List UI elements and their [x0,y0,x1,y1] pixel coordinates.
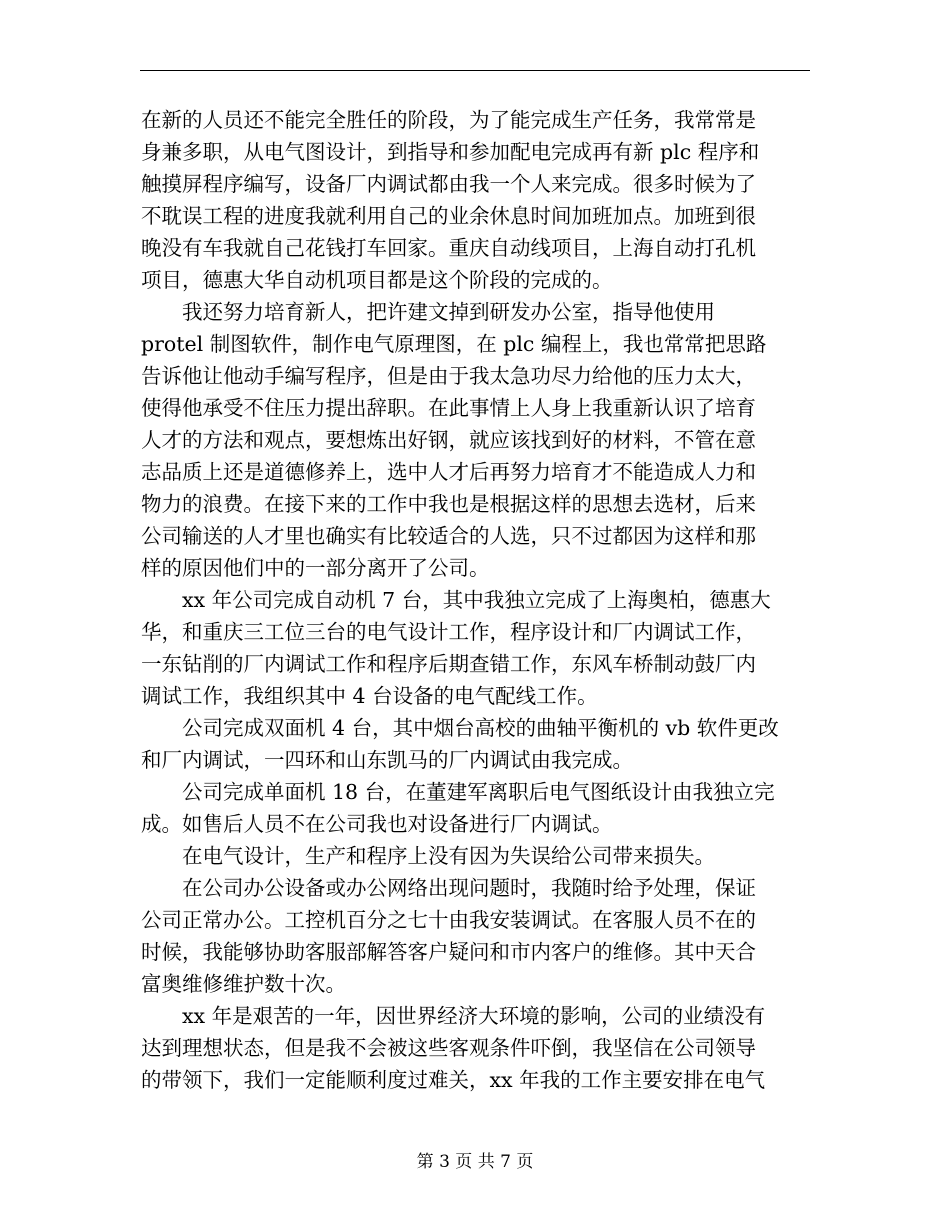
text-line: 在新的人员还不能完全胜任的阶段，为了能完成生产任务，我常常是 [141,108,756,132]
header-rule [140,70,810,71]
paragraph-first-line: 我还努力培育新人，把许建文掉到研发办公室，指导他使用 [182,300,715,324]
text-line: 达到理想状态，但是我不会被这些客观条件吓倒，我坚信在公司领导 [141,1036,756,1060]
text-line: 使得他承受不住压力提出辞职。在此事情上人身上我重新认识了培育 [141,396,756,420]
text-line: 项目，德惠大华自动机项目都是这个阶段的完成的。 [141,268,613,292]
paragraph-first-line: xx 年是艰苦的一年，因世界经济大环境的影响，公司的业绩没有 [182,1004,766,1028]
paragraph-first-line: 公司完成单面机 18 台，在董建军离职后电气图纸设计由我独立完 [182,780,775,804]
text-line: 成。如售后人员不在公司我也对设备进行厂内调试。 [141,812,613,836]
paragraph-first-line: 公司完成双面机 4 台，其中烟台高校的曲轴平衡机的 vb 软件更改 [182,716,779,740]
text-line: 样的原因他们中的一部分离开了公司。 [141,556,490,580]
paragraph-first-line: xx 年公司完成自动机 7 台，其中我独立完成了上海奥柏，德惠大 [182,588,771,612]
document-body [141,104,806,1096]
text-line: 不耽误工程的进度我就利用自己的业余休息时间加班加点。加班到很 [141,204,756,228]
text-line: 物力的浪费。在接下来的工作中我也是根据这样的思想去选材，后来 [141,492,756,516]
text-line: 富奥维修维护数十次。 [141,972,346,996]
text-line: 时候，我能够协助客服部解答客户疑问和市内客户的维修。其中天合 [141,940,756,964]
text-line: 晚没有车我就自己花钱打车回家。重庆自动线项目，上海自动打孔机 [141,236,756,260]
text-line: 华，和重庆三工位三台的电气设计工作，程序设计和厂内调试工作， [141,620,756,644]
text-line: 公司正常办公。工控机百分之七十由我安装调试。在客服人员不在的 [141,908,756,932]
text-line: 志品质上还是道德修养上，选中人才后再努力培育才不能造成人力和 [141,460,756,484]
text-line: 一东钻削的厂内调试工作和程序后期查错工作，东风车桥制动鼓厂内 [141,652,756,676]
text-line: protel 制图软件，制作电气原理图，在 plc 编程上，我也常常把思路 [141,332,767,356]
text-line: 告诉他让他动手编写程序，但是由于我太急功尽力给他的压力太大， [141,364,756,388]
text-line: 调试工作，我组织其中 4 台设备的电气配线工作。 [141,684,598,708]
page-footer: 第 3 页 共 7 页 [416,1152,534,1172]
text-line: 人才的方法和观点，要想炼出好钢，就应该找到好的材料，不管在意 [141,428,756,452]
text-line: 和厂内调试，一四环和山东凯马的厂内调试由我完成。 [141,748,633,772]
paragraph-first-line: 在电气设计，生产和程序上没有因为失误给公司带来损失。 [182,844,715,868]
paragraph-first-line: 在公司办公设备或办公网络出现问题时，我随时给予处理，保证 [182,876,756,900]
text-line: 触摸屏程序编写，设备厂内调试都由我一个人来完成。很多时候为了 [141,172,756,196]
text-line: 身兼多职，从电气图设计，到指导和参加配电完成再有新 plc 程序和 [141,140,760,164]
text-line: 公司输送的人才里也确实有比较适合的人选，只不过都因为这样和那 [141,524,756,548]
text-line: 的带领下，我们一定能顺利度过难关，xx 年我的工作主要安排在电气 [141,1068,766,1092]
